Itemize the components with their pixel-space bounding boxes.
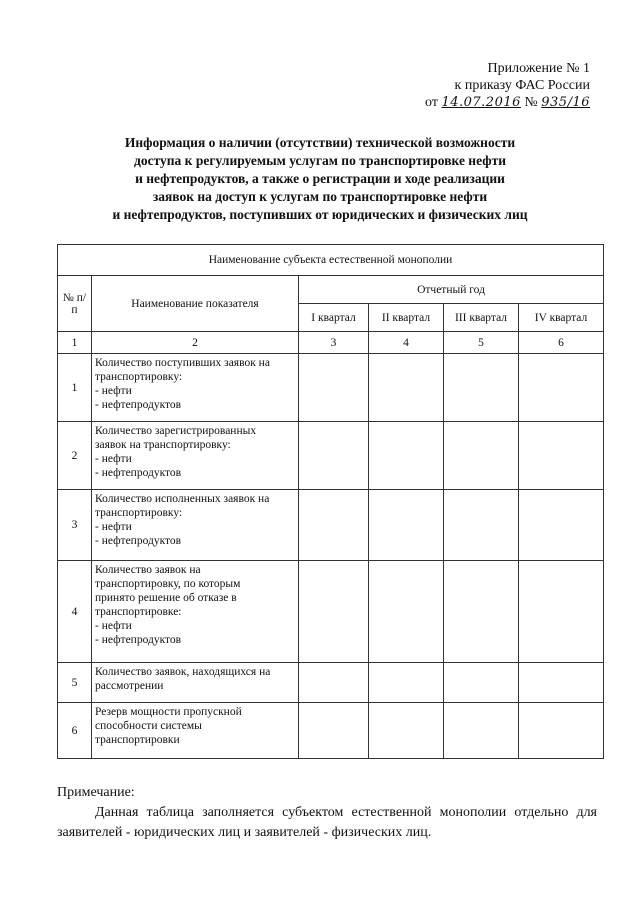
quarter-header: IV квартал (519, 304, 604, 332)
table-row (58, 422, 604, 490)
value-cell (444, 703, 519, 759)
indicator-line: - нефти (95, 521, 132, 533)
indicator-line: транспортировки (95, 734, 180, 746)
value-cell (299, 703, 369, 759)
indicator-cell (92, 422, 299, 490)
row-number: 2 (58, 422, 92, 490)
indicator-cell (92, 354, 299, 422)
value-cell (369, 561, 444, 663)
indicator-line: рассмотрении (95, 680, 164, 692)
indicator-line: заявок на транспортировку: (95, 439, 231, 451)
indicator-line: Количество исполненных заявок на (95, 493, 270, 505)
indicator-line: - нефтепродуктов (95, 535, 182, 547)
value-cell (444, 354, 519, 422)
row-number: 5 (58, 663, 92, 703)
indicator-line: Количество заявок, находящихся на (95, 666, 271, 678)
value-cell (299, 422, 369, 490)
table-row (58, 663, 604, 703)
col-index: 2 (92, 332, 299, 354)
indicator-line: - нефти (95, 453, 132, 465)
indicator-line: - нефтепродуктов (95, 399, 182, 411)
col-index: 5 (444, 332, 519, 354)
title-line: заявок на доступ к услугам по транспортировке нефти (152, 189, 488, 204)
row-number: 1 (58, 354, 92, 422)
note-text: Данная таблица заполняется субъектом естественной монополии отдельно для заявителей - юридических лиц и заявителей - физических лиц. (57, 805, 597, 840)
appendix-order: к приказу ФАС России (454, 78, 590, 93)
indicator-cell (92, 490, 299, 561)
value-cell (444, 561, 519, 663)
table-row (58, 703, 604, 759)
entity-header: Наименование субъекта естественной монополии (58, 245, 604, 276)
value-cell (299, 354, 369, 422)
value-cell (444, 663, 519, 703)
table-row (58, 561, 604, 663)
col-index: 6 (519, 332, 604, 354)
appendix-date-line (370, 94, 590, 111)
info-table (57, 244, 604, 759)
value-cell (519, 422, 604, 490)
indicator-line: - нефтепродуктов (95, 634, 182, 646)
indicator-line: - нефти (95, 620, 132, 632)
appendix-block (370, 60, 590, 111)
row-number: 6 (58, 703, 92, 759)
value-cell (519, 703, 604, 759)
table-row (58, 490, 604, 561)
row-number: 4 (58, 561, 92, 663)
col-indicator-header: Наименование показателя (92, 276, 299, 332)
appendix-title: Приложение № 1 (487, 61, 590, 76)
indicator-line: транспортировку, по которым (95, 578, 241, 590)
quarter-header: I квартал (299, 304, 369, 332)
quarter-header: III квартал (444, 304, 519, 332)
indicator-line: Количество зарегистрированных (95, 425, 257, 437)
col-index: 1 (58, 332, 92, 354)
from-label: от (425, 95, 438, 110)
col-number-header: № п/п (58, 276, 92, 332)
col-index: 3 (299, 332, 369, 354)
value-cell (369, 490, 444, 561)
value-cell (369, 354, 444, 422)
indicator-line: транспортировку: (95, 507, 183, 519)
indicator-line: Резерв мощности пропускной (95, 706, 242, 718)
note-block (57, 783, 597, 843)
value-cell (519, 663, 604, 703)
handwritten-date: 14.07.2016 (441, 95, 521, 110)
table-row (58, 354, 604, 422)
handwritten-number: 935/16 (541, 95, 590, 110)
indicator-cell (92, 561, 299, 663)
value-cell (369, 703, 444, 759)
indicator-line: - нефтепродуктов (95, 467, 182, 479)
indicator-line: Количество поступивших заявок на (95, 357, 270, 369)
indicator-line: принято решение об отказе в (95, 592, 237, 604)
col-index: 4 (369, 332, 444, 354)
indicator-cell (92, 663, 299, 703)
value-cell (519, 490, 604, 561)
indicator-line: Количество заявок на (95, 564, 201, 576)
row-number: 3 (58, 490, 92, 561)
value-cell (299, 663, 369, 703)
title-line: доступа к регулируемым услугам по транспортировке нефти (134, 153, 506, 168)
title-line: Информация о наличии (отсутствии) технической возможности (124, 135, 516, 150)
note-label: Примечание: (57, 785, 135, 800)
document-title (40, 134, 600, 224)
value-cell (444, 422, 519, 490)
col-year-header: Отчетный год (299, 276, 604, 304)
indicator-line: способности системы (95, 720, 202, 732)
value-cell (444, 490, 519, 561)
quarter-header: II квартал (369, 304, 444, 332)
indicator-line: транспортировке: (95, 606, 182, 618)
number-label: № (524, 95, 538, 110)
value-cell (519, 561, 604, 663)
indicator-line: - нефти (95, 385, 132, 397)
title-line: и нефтепродуктов, поступивших от юридических и физических лиц (112, 207, 528, 222)
value-cell (519, 354, 604, 422)
value-cell (299, 490, 369, 561)
value-cell (369, 663, 444, 703)
indicator-line: транспортировку: (95, 371, 183, 383)
title-line: и нефтепродуктов, а также о регистрации и ходе реализации (135, 171, 505, 186)
value-cell (299, 561, 369, 663)
indicator-cell (92, 703, 299, 759)
value-cell (369, 422, 444, 490)
